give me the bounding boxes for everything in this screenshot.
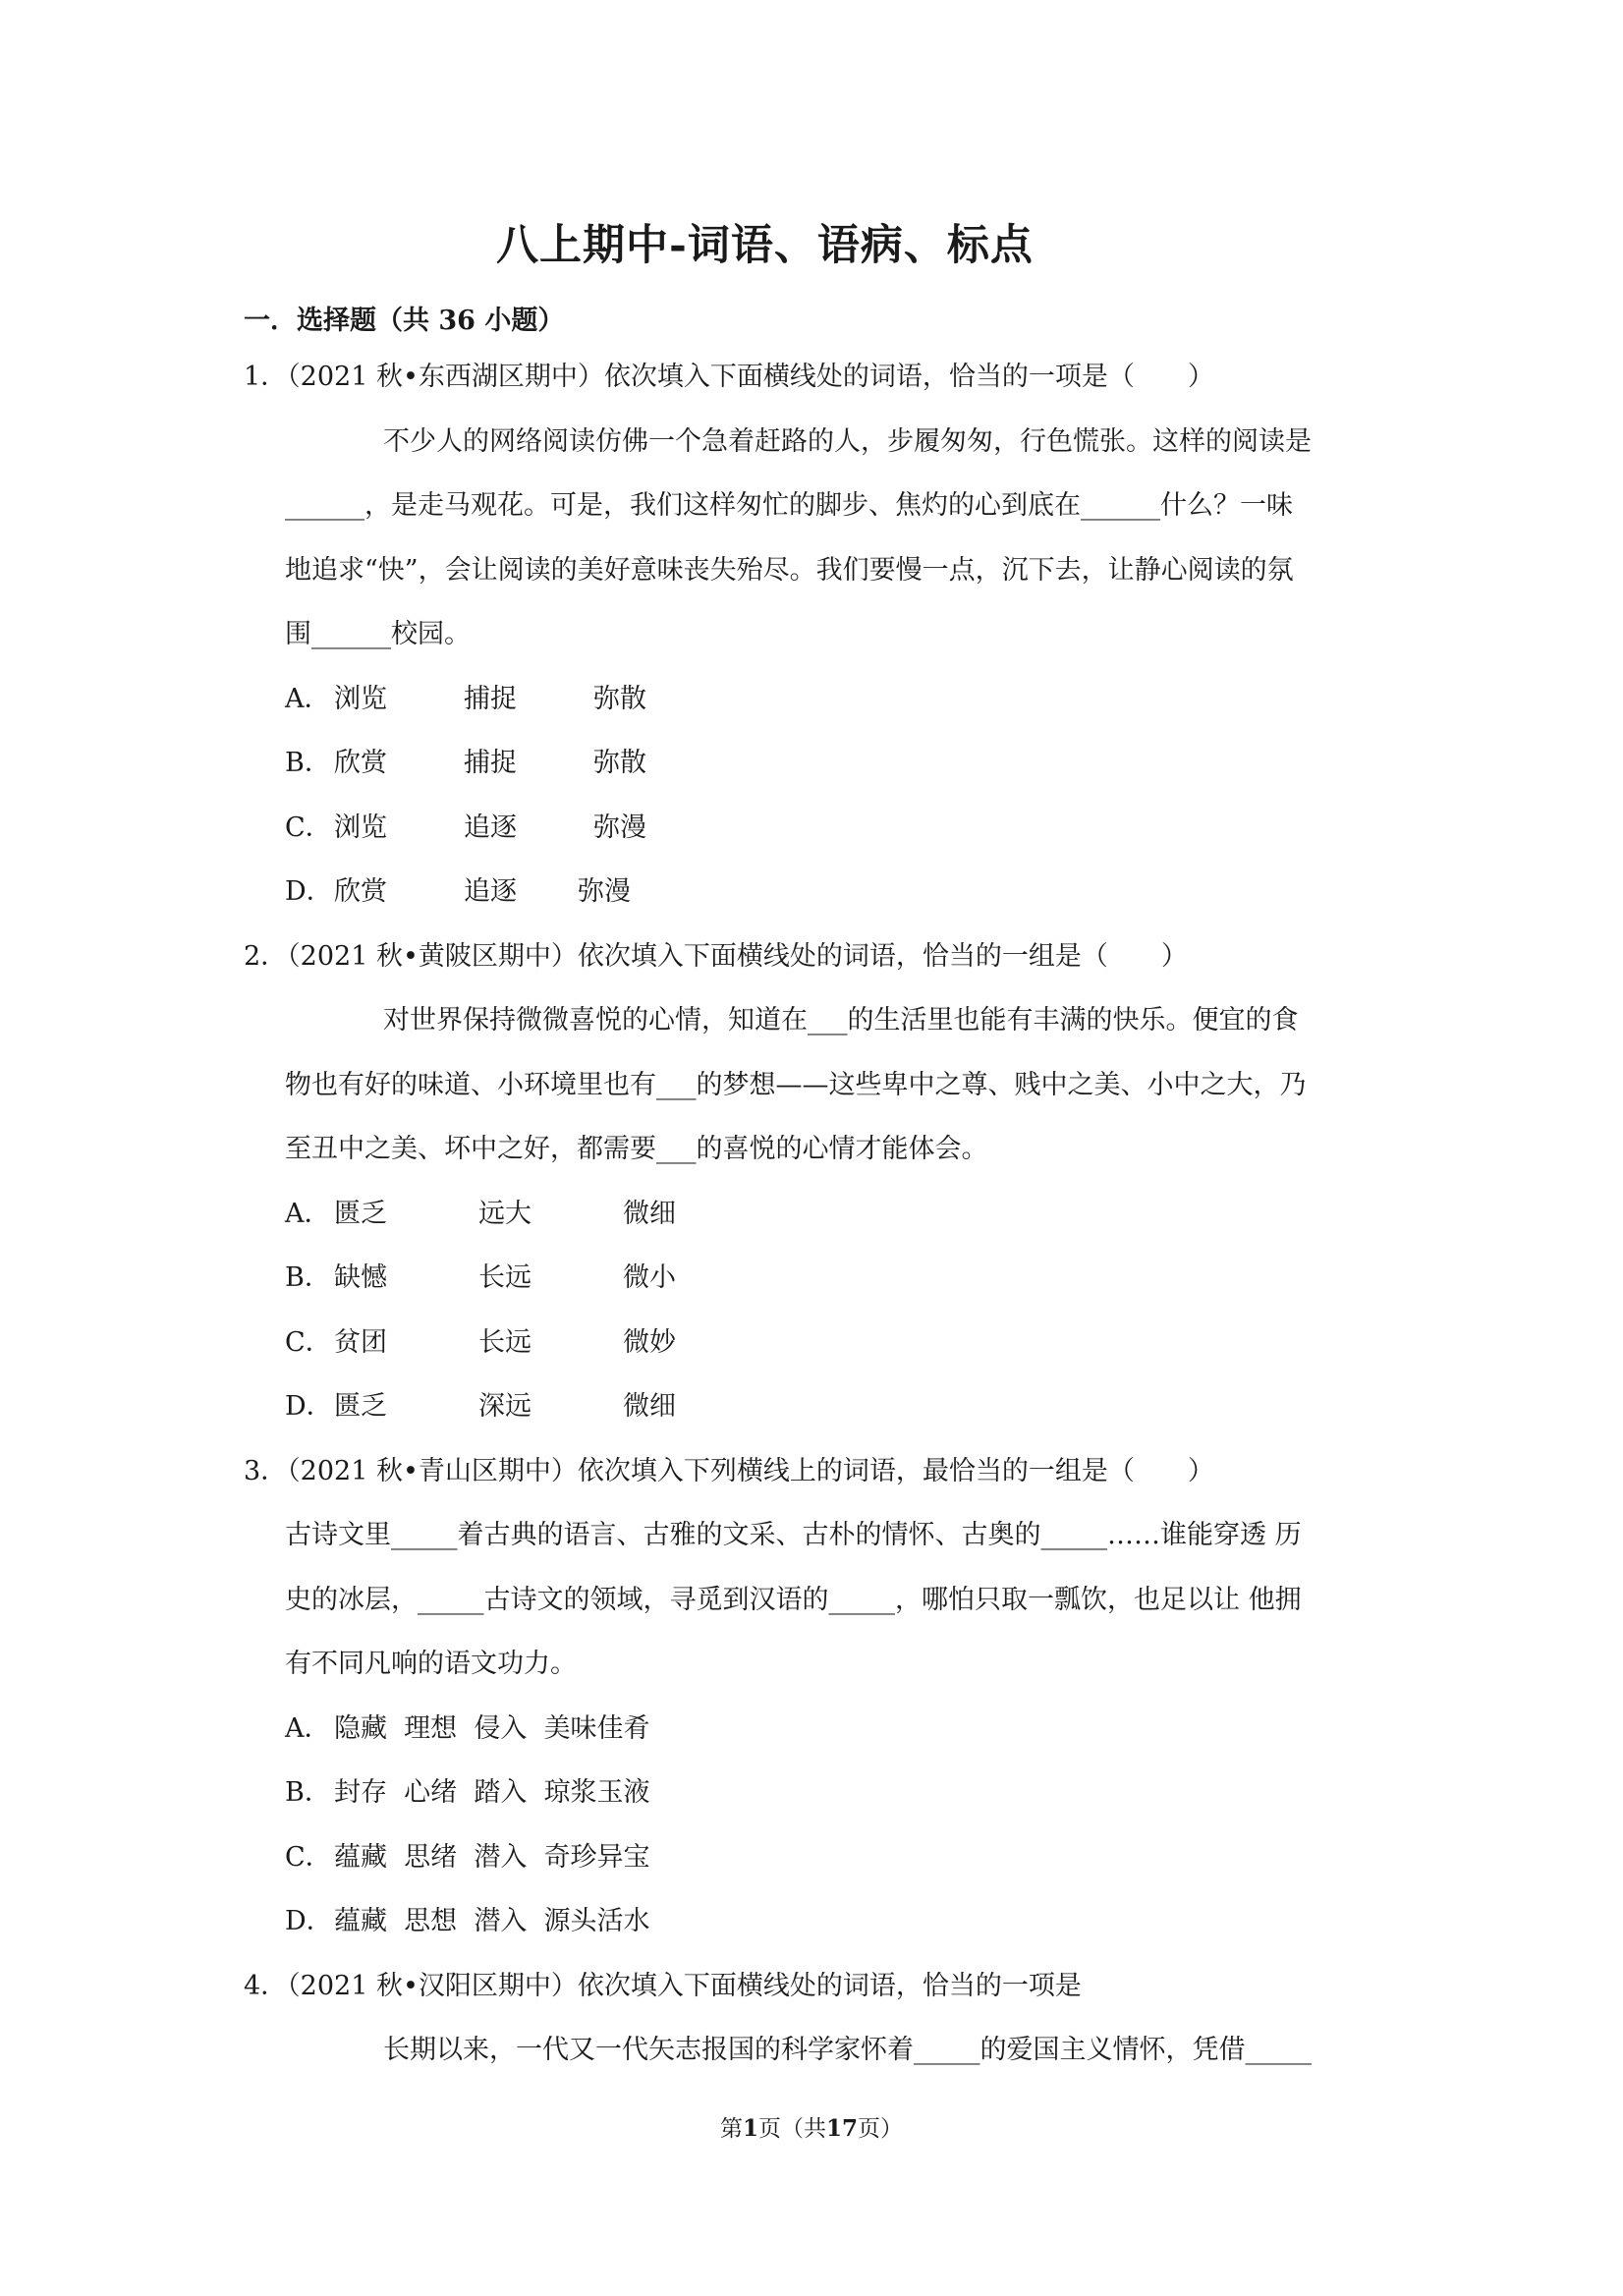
option-label: A． (285, 684, 331, 714)
option-label: C． (285, 1327, 332, 1358)
question-1-body-line: 不少人的网络阅读仿佛一个急着赶路的人，步履匆匆，行色慌张。这样的阅读是 (383, 426, 1312, 457)
option-label: C． (285, 812, 332, 843)
question-1-body-line: 围______校园。 (285, 619, 471, 649)
option-word: 匮乏 (334, 1391, 387, 1422)
question-1-option-c[interactable] (285, 809, 646, 848)
question-2-option-a[interactable] (285, 1195, 676, 1234)
footer-suffix: 页） (858, 2116, 904, 2142)
question-1-head: 1．（2021 秋•东西湖区期中）依次填入下面横线处的词语，恰当的一项是（ ） (244, 362, 1214, 392)
option-text: 封存 心绪 踏入 琼浆玉液 (334, 1777, 650, 1808)
option-word: 微妙 (623, 1327, 676, 1358)
option-word: 捕捉 (464, 684, 517, 714)
option-word: 追逐 (464, 812, 517, 843)
option-word: 欣赏 (334, 876, 387, 907)
option-text: 蕴藏 思想 潜入 源头活水 (334, 1906, 650, 1936)
question-3-body-line: 古诗文里_____着古典的语言、古雅的文采、古朴的情怀、古奥的_____……谁能穿透 历 (285, 1520, 1302, 1550)
question-3-option-a[interactable] (285, 1709, 650, 1749)
option-word: 微小 (623, 1262, 676, 1293)
question-3-option-d[interactable] (285, 1902, 650, 1941)
question-3-body-line: 史的冰层，_____古诗文的领域，寻觅到汉语的_____，哪怕只取一瓢饮，也足以让 他拥 (285, 1585, 1302, 1615)
question-1-body-line: 地追求“快”，会让阅读的美好意味丧失殆尽。我们要慢一点，沉下去，让静心阅读的氛 (285, 555, 1294, 586)
option-word: 远大 (478, 1199, 532, 1229)
option-word: 弥散 (593, 748, 646, 778)
question-2-body-line: 至丑中之美、坏中之好，都需要___的喜悦的心情才能体会。 (285, 1134, 988, 1164)
question-1-option-d[interactable] (285, 872, 631, 912)
footer-page-number: 1 (742, 2115, 758, 2142)
option-label: C． (285, 1842, 332, 1873)
option-label: B． (285, 1777, 331, 1808)
question-4-body-line: 长期以来，一代又一代矢志报国的科学家怀着_____的爱国主义情怀，凭借_____ (383, 2035, 1312, 2065)
section-heading: 一．选择题（共 36 小题） (244, 306, 565, 336)
option-word: 匮乏 (334, 1199, 387, 1229)
option-word: 弥漫 (593, 812, 646, 843)
option-word: 长远 (478, 1262, 532, 1293)
option-label: B． (285, 748, 331, 778)
option-word: 微细 (623, 1391, 676, 1422)
option-label: D． (285, 1906, 333, 1936)
question-2-head: 2．（2021 秋•黄陂区期中）依次填入下面横线处的词语，恰当的一组是（ ） (244, 941, 1188, 972)
option-word: 缺憾 (334, 1262, 387, 1293)
option-text: 蕴藏 思绪 潜入 奇珍异宝 (334, 1842, 650, 1873)
question-2-option-c[interactable] (285, 1323, 676, 1363)
question-1-option-b[interactable] (285, 744, 646, 783)
footer-middle: 页（共 (758, 2116, 826, 2142)
question-1-option-a[interactable] (285, 680, 646, 719)
question-3-option-c[interactable] (285, 1838, 650, 1877)
question-2-option-d[interactable] (285, 1387, 676, 1427)
option-word: 追逐 (464, 876, 517, 907)
option-word: 弥漫 (578, 876, 631, 907)
option-label: A． (285, 1199, 331, 1229)
option-word: 欣赏 (334, 748, 387, 778)
footer-total-pages: 17 (826, 2115, 859, 2142)
page-title: 八上期中-词语、语病、标点 (496, 221, 1034, 270)
option-word: 浏览 (334, 812, 387, 843)
option-word: 捕捉 (464, 748, 517, 778)
page-footer (0, 2110, 1623, 2143)
question-2-option-b[interactable] (285, 1259, 676, 1298)
option-word: 微细 (623, 1199, 676, 1229)
question-2-body-line: 物也有好的味道、小环境里也有___的梦想——这些卑中之尊、贱中之美、小中之大，乃 (285, 1070, 1307, 1100)
footer-prefix: 第 (719, 2116, 743, 2142)
question-4-head: 4．（2021 秋•汉阳区期中）依次填入下面横线处的词语，恰当的一项是 (244, 1971, 1082, 2001)
option-word: 浏览 (334, 684, 387, 714)
option-word: 深远 (478, 1391, 532, 1422)
question-3-option-b[interactable] (285, 1773, 650, 1813)
question-3-head: 3．（2021 秋•青山区期中）依次填入下列横线上的词语，最恰当的一组是（ ） (244, 1456, 1214, 1486)
option-word: 弥散 (593, 684, 646, 714)
option-word: 贫团 (334, 1327, 387, 1358)
option-word: 长远 (478, 1327, 532, 1358)
option-label: B． (285, 1262, 331, 1293)
option-label: A． (285, 1713, 331, 1744)
option-label: D． (285, 876, 333, 907)
option-text: 隐藏 理想 侵入 美味佳肴 (334, 1713, 650, 1744)
question-1-body-line: ______，是走马观花。可是，我们这样匆忙的脚步、焦灼的心到底在______什么？一味 (285, 490, 1293, 521)
question-3-body-line: 有不同凡响的语文功力。 (285, 1649, 577, 1679)
question-2-body-line: 对世界保持微微喜悦的心情，知道在___的生活里也能有丰满的快乐。便宜的食 (383, 1005, 1299, 1036)
option-label: D． (285, 1391, 333, 1422)
